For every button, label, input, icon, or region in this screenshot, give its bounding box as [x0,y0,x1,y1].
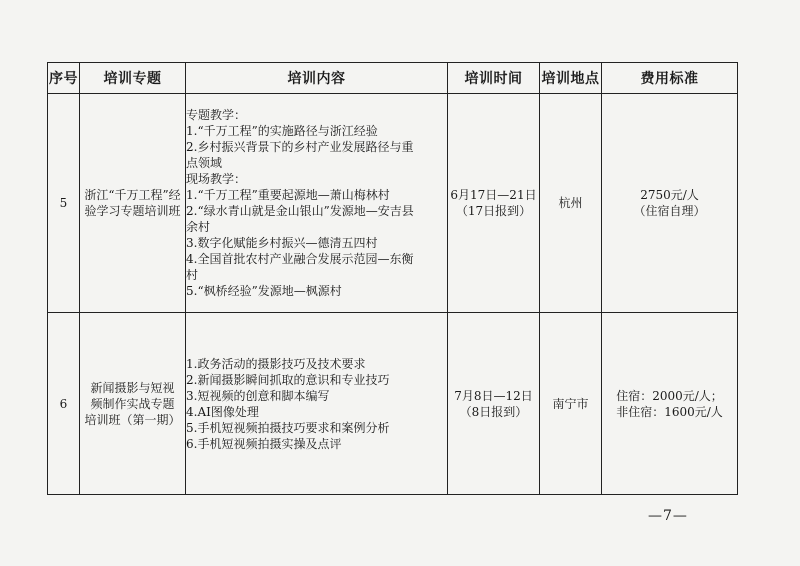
topic-line: 培训班（第一期） [84,412,181,427]
fee-line: 住宿：2000元/人； [616,388,723,403]
training-time [448,94,540,313]
page-number: —7— [648,508,688,524]
topic-line: 浙江“千万工程”经 [84,188,181,202]
table-row [48,94,738,313]
training-place: 南宁市 [540,313,602,495]
content-line: 村 [186,268,199,282]
content-line: 点领域 [186,156,223,170]
header-place: 培训地点 [540,63,602,94]
content-line: 2.新闻摄影瞬间抓取的意识和专业技巧 [186,372,390,387]
header-time: 培训时间 [448,63,540,94]
header-fee: 费用标准 [602,63,738,94]
content-line: 3.短视频的创意和脚本编写 [186,388,330,403]
row-number: 5 [48,94,80,313]
content-line: 5.手机短视频拍摄技巧要求和案例分析 [186,420,390,435]
time-line: 6月17日—21日 [450,188,537,202]
content-line: 3.数字化赋能乡村振兴—德清五四村 [186,236,378,250]
content-line: 1.政务活动的摄影技巧及技术要求 [186,356,366,371]
header-topic: 培训专题 [80,63,186,94]
fee-standard [602,94,738,313]
content-line: 4.全国首批农村产业融合发展示范园—东衡 [186,252,414,266]
training-topic [80,313,186,495]
header-content: 培训内容 [186,63,448,94]
content-line: 余村 [186,220,211,234]
time-line: 7月8日—12日 [454,388,533,403]
topic-line: 验学习专题培训班 [84,204,181,218]
content-line: 6.手机短视频拍摄实操及点评 [186,436,342,451]
content-line: 现场教学： [186,172,247,186]
training-place: 杭州 [540,94,602,313]
time-line: （8日报到） [459,404,528,419]
fee-line: 2750元/人 [640,188,699,202]
content-line: 专题教学： [186,108,247,122]
fee-standard [602,313,738,495]
training-content [186,94,448,313]
row-number: 6 [48,313,80,495]
content-line: 5.“枫桥经验”发源地—枫源村 [186,284,342,298]
training-schedule-table [47,62,738,495]
training-content [186,313,448,495]
fee-line: 非住宿：1600元/人 [616,404,723,419]
content-line: 1.“千万工程”重要起源地—萧山梅林村 [186,188,390,202]
table-row [48,313,738,495]
header-no: 序号 [48,63,80,94]
topic-line: 新闻摄影与短视 [90,380,175,395]
content-line: 4.AI图像处理 [186,404,259,419]
content-line: 1.“千万工程”的实施路径与浙江经验 [186,124,378,138]
training-topic [80,94,186,313]
table-header-row [48,63,738,94]
fee-line: （住宿自理） [633,204,706,218]
content-line: 2.“绿水青山就是金山银山”发源地—安吉县 [186,204,414,218]
topic-line: 频制作实战专题 [90,396,175,411]
training-time [448,313,540,495]
content-line: 2.乡村振兴背景下的乡村产业发展路径与重 [186,140,414,154]
time-line: （17日报到） [455,204,532,218]
